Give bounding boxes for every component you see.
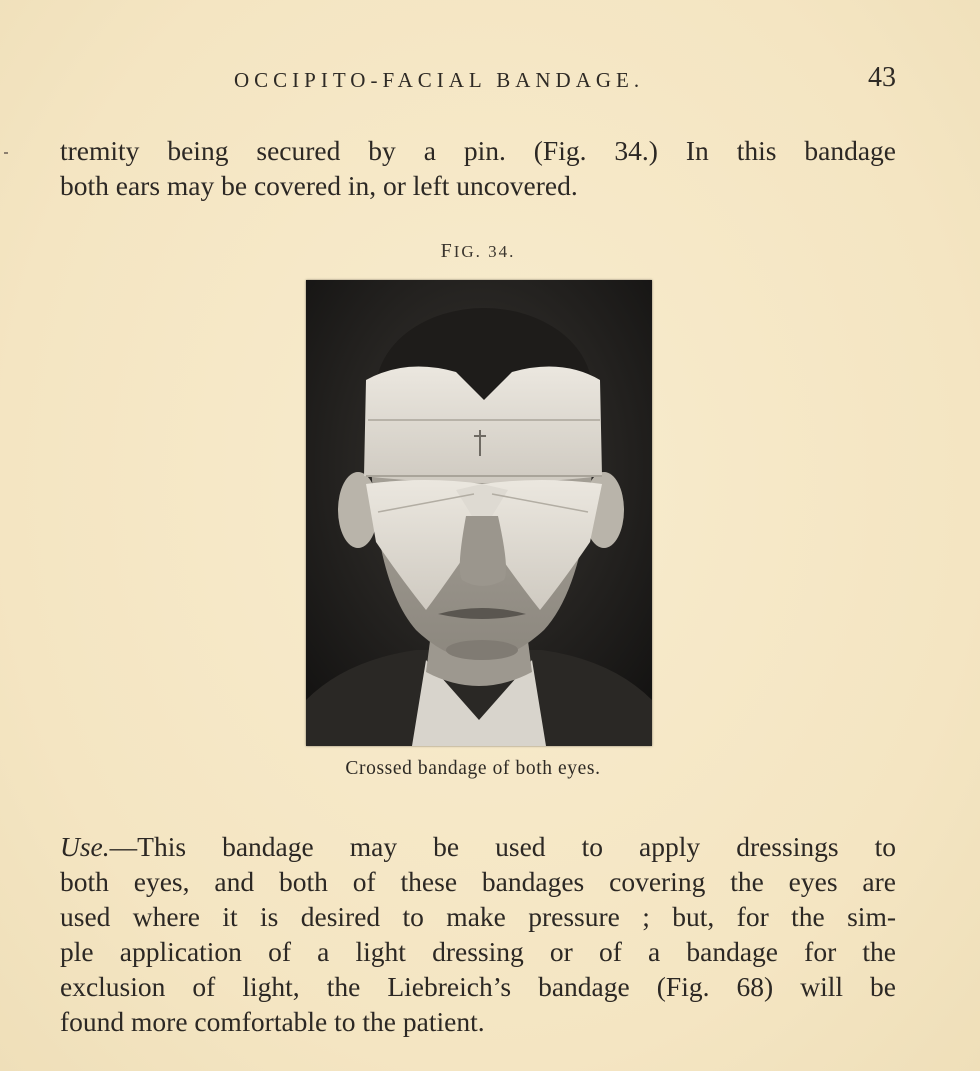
use-line-2: both eyes, and both of these bandages covering the eyes are [60, 866, 896, 897]
page-number: 43 [868, 62, 896, 93]
figure-label [0, 240, 956, 263]
figure-caption: Crossed bandage of both eyes. [345, 758, 601, 779]
running-head [60, 62, 896, 102]
figure-label-rest: IG. 34. [453, 242, 516, 261]
bandaged-face-illustration [306, 280, 652, 746]
margin-mark [4, 152, 8, 154]
intro-line-1: tremity being secured by a pin. (Fig. 34.) In this bandage [60, 135, 896, 166]
use-line-3: used where it is desired to make pressure ; but, for the sim- [60, 901, 896, 932]
use-line-5: exclusion of light, the Liebreich’s bandage (Fig. 68) will be [60, 971, 896, 1002]
use-line-6: found more comfortable to the patient. [60, 1006, 485, 1037]
use-paragraph [60, 829, 896, 1039]
use-line-1 [60, 829, 896, 864]
use-line-4: ple application of a light dressing or of a bandage for the [60, 936, 896, 967]
use-lead: Use. [60, 831, 110, 862]
intro-paragraph [60, 133, 896, 203]
use-line-1-text: —This bandage may be used to apply dressings to [109, 831, 896, 862]
figure-label-initial: F [440, 240, 454, 262]
intro-line-2: both ears may be covered in, or left uncovered. [60, 170, 578, 201]
running-title: OCCIPITO-FACIAL BANDAGE. [234, 68, 645, 92]
figure-photograph [306, 280, 652, 746]
